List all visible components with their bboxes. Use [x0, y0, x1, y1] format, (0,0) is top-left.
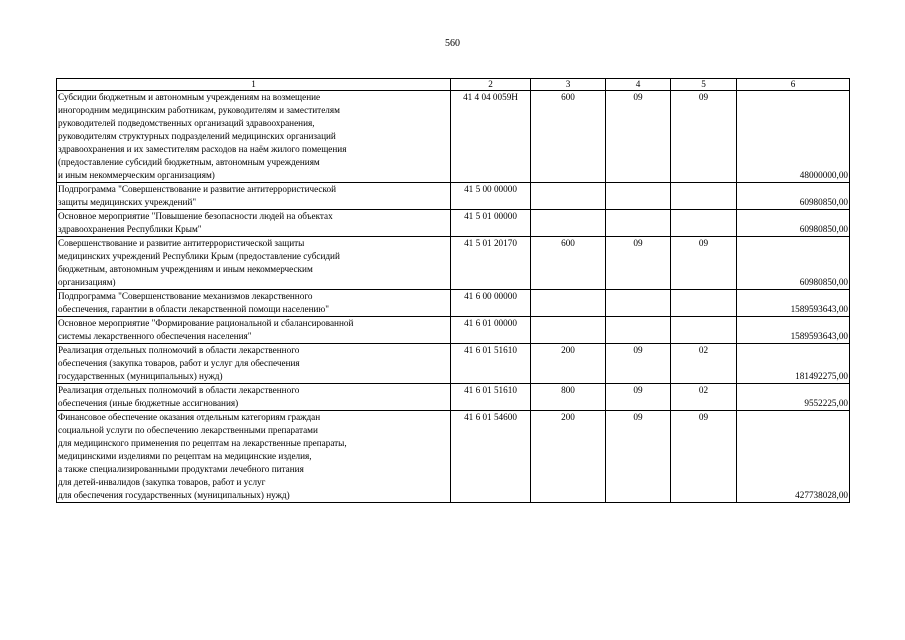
target-item-code: 41 5 00 00000 — [451, 183, 531, 210]
row-description: Реализация отдельных полномочий в области лекарственного обеспечения (иные бюджетные ассигнования) — [57, 384, 451, 411]
expense-type-code: 600 — [531, 237, 606, 290]
row-description: Реализация отдельных полномочий в области лекарственного обеспечения (закупка товаров, работ и услуг для обеспечения государственных (муниципальных) нужд) — [57, 344, 451, 384]
section-code: 09 — [606, 344, 671, 384]
target-item-code: 41 5 01 20170 — [451, 237, 531, 290]
table-row — [57, 183, 850, 210]
expense-type-code — [531, 183, 606, 210]
column-header-row — [57, 79, 850, 91]
column-header-6: 6 — [737, 79, 850, 91]
table-row — [57, 290, 850, 317]
subsection-code: 02 — [671, 344, 737, 384]
subsection-code — [671, 290, 737, 317]
row-description: Финансовое обеспечение оказания отдельным категориям граждан социальной услуги по обеспечению лекарственными препаратами для медицинского применения по рецептам на лекарственные препараты, медицинскими изделиями по рецептам на медицинские изделия, а также специализированными продуктами лечебного питания для детей-инвалидов (закупка товаров, работ и услуг для обеспечения государственных (муниципальных) нужд) — [57, 411, 451, 503]
section-code — [606, 317, 671, 344]
expense-type-code: 800 — [531, 384, 606, 411]
row-description: Субсидии бюджетным и автономным учреждениям на возмещение иногородним медицинским работникам, руководителям и заместителям руководителей подведомственных организаций здравоохранения, руководителям структурных подразделений медицинских организаций здравоохранения и их заместителям расходов на наём жилого помещения (предоставление субсидий бюджетным, автономным учреждениям и иным некоммерческим организациям) — [57, 91, 451, 183]
amount-value: 9552225,00 — [737, 384, 850, 411]
section-code: 09 — [606, 411, 671, 503]
row-description: Основное мероприятие "Формирование рациональной и сбалансированной системы лекарственного обеспечения населения" — [57, 317, 451, 344]
amount-value: 427738028,00 — [737, 411, 850, 503]
target-item-code: 41 6 01 54600 — [451, 411, 531, 503]
section-code: 09 — [606, 91, 671, 183]
table-row — [57, 344, 850, 384]
amount-value: 60980850,00 — [737, 237, 850, 290]
column-header-3: 3 — [531, 79, 606, 91]
target-item-code: 41 6 01 51610 — [451, 384, 531, 411]
expense-type-code: 200 — [531, 344, 606, 384]
section-code — [606, 210, 671, 237]
expense-type-code — [531, 290, 606, 317]
budget-table-body — [57, 79, 850, 503]
expense-type-code — [531, 317, 606, 344]
column-header-4: 4 — [606, 79, 671, 91]
row-description: Подпрограмма "Совершенствование механизмов лекарственного обеспечения, гарантии в области лекарственной помощи населению" — [57, 290, 451, 317]
amount-value: 60980850,00 — [737, 183, 850, 210]
section-code — [606, 290, 671, 317]
target-item-code: 41 6 00 00000 — [451, 290, 531, 317]
subsection-code: 09 — [671, 91, 737, 183]
amount-value: 1589593643,00 — [737, 290, 850, 317]
target-item-code: 41 5 01 00000 — [451, 210, 531, 237]
table-row — [57, 384, 850, 411]
subsection-code: 09 — [671, 237, 737, 290]
subsection-code: 02 — [671, 384, 737, 411]
column-header-5: 5 — [671, 79, 737, 91]
section-code: 09 — [606, 237, 671, 290]
section-code — [606, 183, 671, 210]
expense-type-code: 200 — [531, 411, 606, 503]
row-description: Подпрограмма "Совершенствование и развитие антитеррористической защиты медицинских учреждений" — [57, 183, 451, 210]
amount-value: 60980850,00 — [737, 210, 850, 237]
row-description: Основное мероприятие "Повышение безопасности людей на объектах здравоохранения Республики Крым" — [57, 210, 451, 237]
table-row — [57, 210, 850, 237]
amount-value: 48000000,00 — [737, 91, 850, 183]
table-row — [57, 91, 850, 183]
budget-table — [56, 78, 850, 503]
table-row — [57, 317, 850, 344]
amount-value: 181492275,00 — [737, 344, 850, 384]
target-item-code: 41 4 04 0059Н — [451, 91, 531, 183]
amount-value: 1589593643,00 — [737, 317, 850, 344]
expense-type-code: 600 — [531, 91, 606, 183]
expense-type-code — [531, 210, 606, 237]
column-header-1: 1 — [57, 79, 451, 91]
subsection-code: 09 — [671, 411, 737, 503]
subsection-code — [671, 317, 737, 344]
column-header-2: 2 — [451, 79, 531, 91]
row-description: Совершенствование и развитие антитеррористической защиты медицинских учреждений Республики Крым (предоставление субсидий бюджетным, автономным учреждениям и иным некоммерческим организациям) — [57, 237, 451, 290]
subsection-code — [671, 183, 737, 210]
section-code: 09 — [606, 384, 671, 411]
target-item-code: 41 6 01 00000 — [451, 317, 531, 344]
subsection-code — [671, 210, 737, 237]
page-number: 560 — [445, 38, 460, 49]
target-item-code: 41 6 01 51610 — [451, 344, 531, 384]
table-row — [57, 411, 850, 503]
table-row — [57, 237, 850, 290]
